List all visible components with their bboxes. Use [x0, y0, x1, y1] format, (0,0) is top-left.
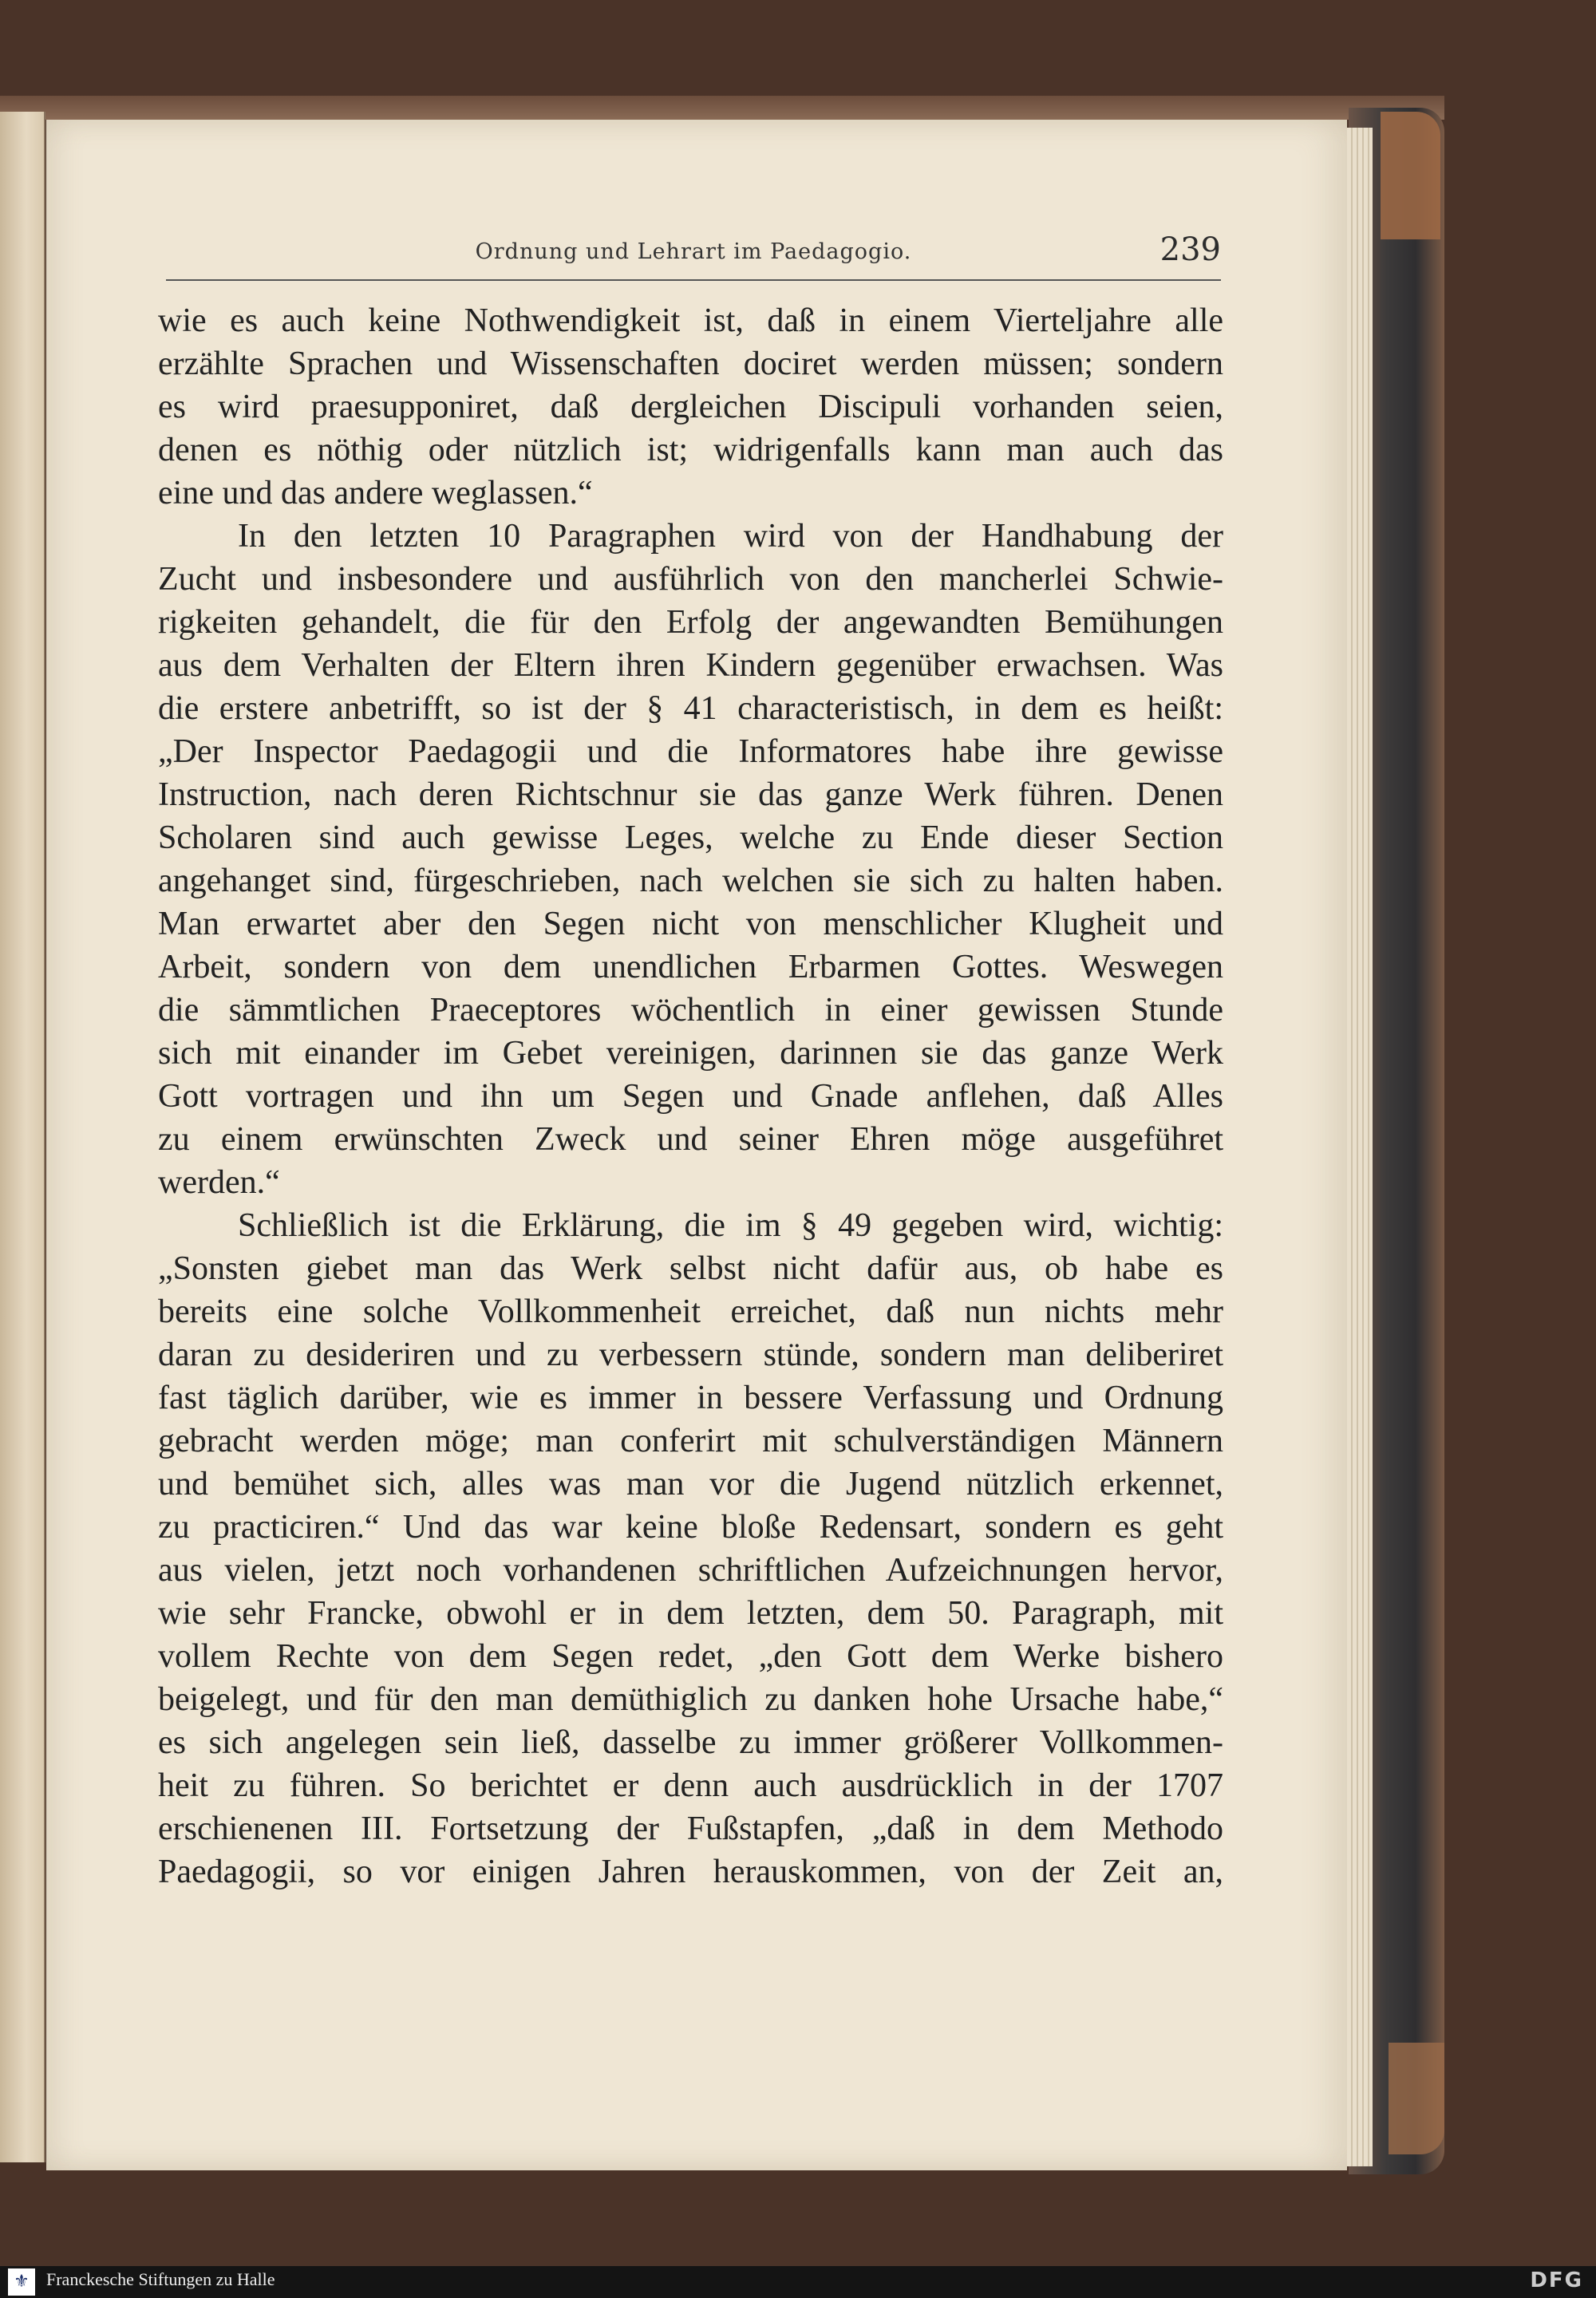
text-line: fast täglich darüber, wie es immer in bessere Verfassung und Ordnung	[158, 1380, 1223, 1416]
crest-icon: ⚜	[8, 2268, 35, 2296]
dfg-logo: DFG	[1530, 2268, 1583, 2292]
text-line: „Sonsten giebet man das Werk selbst nicht dafür aus, ob habe es	[158, 1250, 1223, 1287]
page-number: 239	[1159, 231, 1221, 268]
text-line: und bemühet sich, alles was man vor die Jugend nützlich erkennet,	[158, 1466, 1223, 1502]
text-line: bereits eine solche Vollkommenheit erreichet, daß nun nichts mehr	[158, 1293, 1223, 1330]
text-line: angehanget sind, fürgeschrieben, nach welchen sie sich zu halten haben.	[158, 863, 1223, 899]
text-line: denen es nöthig oder nützlich ist; widrigenfalls kann man auch das	[158, 432, 1223, 468]
text-line: gebracht werden möge; man conferirt mit schulverständigen Männern	[158, 1423, 1223, 1459]
text-line: es sich angelegen sein ließ, dasselbe zu immer größerer Vollkommen-	[158, 1724, 1223, 1761]
text-line: zu practiciren.“ Und das war keine bloße Redensart, sondern es geht	[158, 1509, 1223, 1546]
cover-leather-corner-bottom	[1389, 2043, 1444, 2154]
text-line: vollem Rechte von dem Segen redet, „den Gott dem Werke bishero	[158, 1638, 1223, 1675]
text-line: Scholaren sind auch gewisse Leges, welche zu Ende dieser Section	[158, 819, 1223, 856]
text-line: Man erwartet aber den Segen nicht von menschlicher Klugheit und	[158, 906, 1223, 942]
text-line: eine und das andere weglassen.“	[158, 475, 593, 511]
text-line: Schließlich ist die Erklärung, die im § 49 gegeben wird, wichtig:	[238, 1207, 1223, 1244]
text-line: In den letzten 10 Paragraphen wird von der Handhabung der	[238, 518, 1223, 555]
text-line: aus dem Verhalten der Eltern ihren Kindern gegenüber erwachsen. Was	[158, 647, 1223, 684]
text-line: erschienenen III. Fortsetzung der Fußstapfen, „daß in dem Methodo	[158, 1810, 1223, 1847]
text-line: die sämmtlichen Praeceptores wöchentlich in einer gewissen Stunde	[158, 992, 1223, 1029]
cover-leather-corner-top	[1381, 112, 1440, 239]
text-line: erzählte Sprachen und Wissenschaften dociret werden müssen; sondern	[158, 345, 1223, 382]
left-page-edge	[0, 112, 45, 2162]
text-line: rigkeiten gehandelt, die für den Erfolg der angewandten Bemühungen	[158, 604, 1223, 641]
text-line: Zucht und insbesondere und ausführlich von den mancherlei Schwie-	[158, 561, 1223, 598]
text-line: werden.“	[158, 1164, 280, 1201]
book-cover-top-edge	[0, 96, 1444, 120]
footer-institution-label: Franckesche Stiftungen zu Halle	[46, 2269, 275, 2289]
text-line: daran zu desideriren und zu verbessern stünde, sondern man deliberiret	[158, 1337, 1223, 1373]
text-line: Instruction, nach deren Richtschnur sie das ganze Werk führen. Denen	[158, 776, 1223, 813]
text-line: die erstere anbetrifft, so ist der § 41 characteristisch, in dem es heißt:	[158, 690, 1223, 727]
text-line: Arbeit, sondern von dem unendlichen Erbarmen Gottes. Weswegen	[158, 949, 1223, 985]
text-line: zu einem erwünschten Zweck und seiner Ehren möge ausgeführet	[158, 1121, 1223, 1158]
text-line: wie sehr Francke, obwohl er in dem letzten, dem 50. Paragraph, mit	[158, 1595, 1223, 1632]
text-line: aus vielen, jetzt noch vorhandenen schriftlichen Aufzeichnungen hervor,	[158, 1552, 1223, 1589]
text-line: Paedagogii, so vor einigen Jahren herauskommen, von der Zeit an,	[158, 1854, 1223, 1890]
body-text	[158, 299, 1223, 1893]
text-line: heit zu führen. So berichtet er denn auch ausdrücklich in der 1707	[158, 1767, 1223, 1804]
running-head-title: Ordnung und Lehrart im Paedagogio.	[475, 239, 912, 264]
text-line: sich mit einander im Gebet vereinigen, darinnen sie das ganze Werk	[158, 1035, 1223, 1072]
text-line: beigelegt, und für den man demüthiglich zu danken hohe Ursache habe,“	[158, 1681, 1223, 1718]
running-head	[166, 231, 1221, 281]
text-line: „Der Inspector Paedagogii und die Informatores habe ihre gewisse	[158, 733, 1223, 770]
text-line: es wird praesupponiret, daß dergleichen Discipuli vorhanden seien,	[158, 389, 1223, 425]
text-line: wie es auch keine Nothwendigkeit ist, daß in einem Vierteljahre alle	[158, 302, 1223, 339]
book-page	[46, 120, 1347, 2170]
text-line: Gott vortragen und ihn um Segen und Gnade anflehen, daß Alles	[158, 1078, 1223, 1115]
